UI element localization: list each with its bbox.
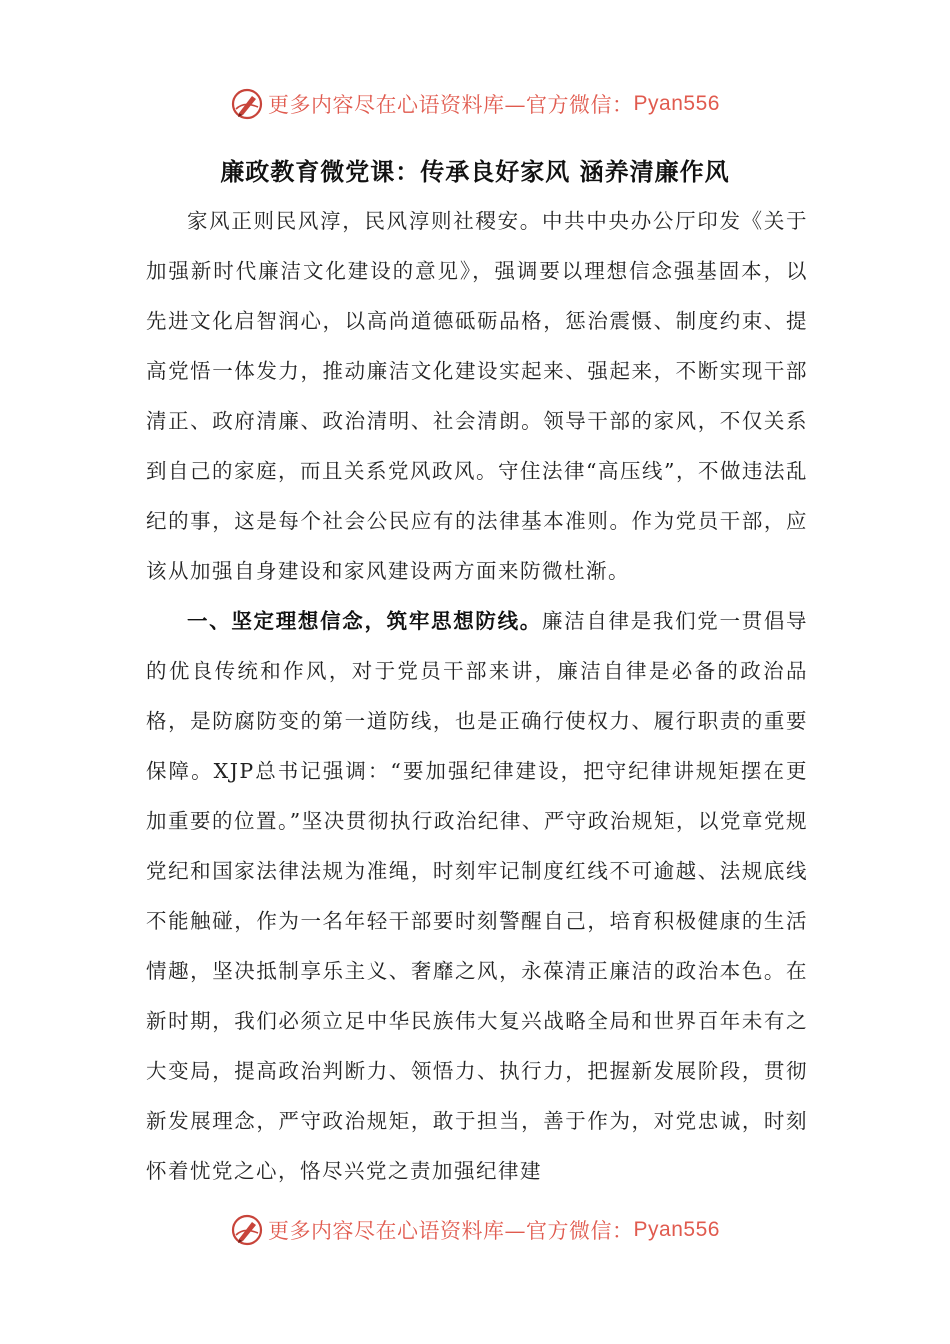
banner-text: 更多内容尽在心语资料库—官方微信： bbox=[268, 93, 634, 117]
paragraph-1-text: 家风正则民风淳，民风淳则社稷安。中共中央办公厅印发《关于加强新时代廉洁文化建设的意见》，强调要以理想信念强基固本，以先进文化启智润心，以高尚道德砥砺品格，惩治震慑、制度约束、提高党悟一体发力，推动廉洁文化建设实起来、强起来，不断实现干部清正、政府清廉、政治清明、社会清朗。领导干部的家风，不仅关系到自己的家庭，而且关系党风政风。守住法律“高压线”，不做违法乱纪的事，这是每个社会公民应有的法律基本准则。作为党员干部，应该从加强自身建设和家风建设两方面来防微杜渐。 bbox=[146, 209, 808, 583]
paragraph-2 bbox=[146, 596, 808, 1196]
banner-wechat-id: Pyan556 bbox=[633, 92, 720, 115]
document-body bbox=[146, 196, 808, 1196]
page-title: 廉政教育微党课：传承良好家风 涵养清廉作风 bbox=[220, 157, 730, 186]
paragraph-2-text: 廉洁自律是我们党一贯倡导的优良传统和作风，对于党员干部来讲，廉洁自律是必备的政治品格，是防腐防变的第一道防线，也是正确行使权力、履行职责的重要保障。XJP总书记强调：“要加强纪律建设，把守纪律讲规矩摆在更加重要的位置。”坚决贯彻执行政治纪律、严守政治规矩，以党章党规党纪和国家法律法规为准绳，时刻牢记制度红线不可逾越、法规底线不能触碰，作为一名年轻干部要时刻警醒自己，培育积极健康的生活情趣，坚决抵制享乐主义、奢靡之风，永葆清正廉洁的政治本色。在新时期，我们必须立足中华民族伟大复兴战略全局和世界百年未有之大变局，提高政治判断力、领悟力、执行力，把握新发展阶段，贯彻新发展理念，严守政治规矩，敢于担当，善于作为，对党忠诚，时刻怀着忧党之心，恪尽兴党之责加强纪律建 bbox=[146, 609, 809, 1183]
banner-wechat-id: Pyan556 bbox=[633, 1218, 720, 1241]
pen-logo-icon bbox=[230, 87, 264, 121]
pen-logo-icon bbox=[230, 1213, 264, 1247]
banner-text: 更多内容尽在心语资料库—官方微信： bbox=[268, 1219, 634, 1243]
footer-watermark-banner bbox=[0, 1208, 950, 1252]
paragraph-2-lead: 一、坚定理想信念，筑牢思想防线。 bbox=[187, 609, 542, 633]
paragraph-1 bbox=[146, 196, 808, 596]
header-watermark-banner bbox=[0, 82, 950, 126]
